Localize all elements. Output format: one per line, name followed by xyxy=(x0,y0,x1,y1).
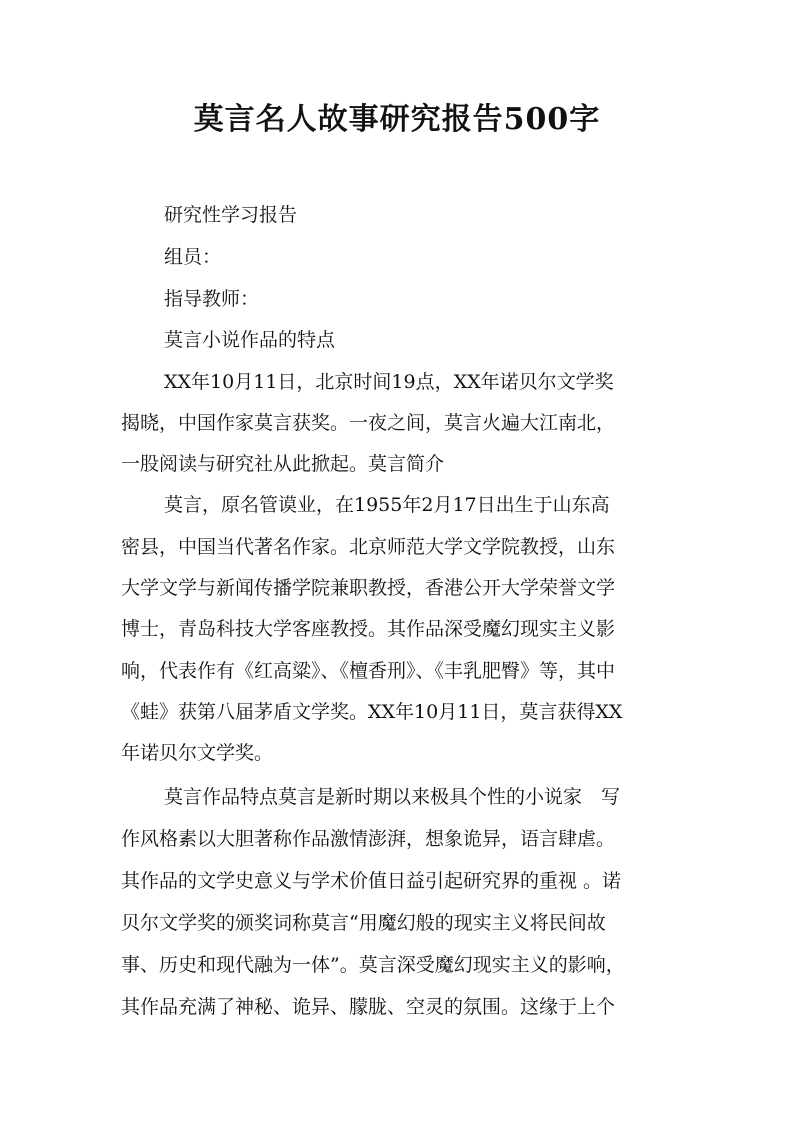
text-line: 博士，青岛科技大学客座教授。其作品深受魔幻现实主义影 xyxy=(121,618,616,640)
text-line: 研究性学习报告 xyxy=(164,204,298,226)
text-line: 《蛙》获第八届茅盾文学奖。XX年10月11日，莫言获得XX xyxy=(121,701,623,723)
text-line: XX年10月11日，北京时间19点，XX年诺贝尔文学奖 xyxy=(164,371,614,393)
document-title: 莫言名人故事研究报告500字 xyxy=(193,102,601,137)
text-line: 贝尔文学奖的颁奖词称莫言“用魔幻般的现实主义将民间故 xyxy=(121,912,606,934)
text-line: 事、历史和现代融为一体”。莫言深受魔幻现实主义的影响， xyxy=(121,954,625,976)
text-line: 揭晓，中国作家莫言获奖。一夜之间，莫言火遍大江南北， xyxy=(121,412,616,434)
text-line: 大学文学与新闻传播学院兼职教授，香港公开大学荣誉文学 xyxy=(121,577,616,599)
text-line: 作风格素以大胆著称作品激情澎湃，想象诡异，语言肆虐。 xyxy=(121,828,616,850)
text-line: 年诺贝尔文学奖。 xyxy=(121,742,274,764)
text-line: 一股阅读与研究社从此掀起。莫言简介 xyxy=(121,453,445,475)
text-line: 响，代表作有《红高粱》、《檀香刑》、《丰乳肥臀》等，其中 xyxy=(121,660,616,682)
text-line: 莫言作品特点莫言是新时期以来极具个性的小说家 写 xyxy=(164,786,621,808)
text-line: 密县，中国当代著名作家。北京师范大学文学院教授，山东 xyxy=(121,536,616,558)
text-line: 莫言小说作品的特点 xyxy=(164,329,336,351)
text-line: 指导教师： xyxy=(164,288,260,310)
text-line: 其作品的文学史意义与学术价值日益引起研究界的重视 。诺 xyxy=(121,870,622,892)
text-line: 其作品充满了神秘、诡异、朦胧、空灵的氛围。这缘于上个 xyxy=(121,996,616,1018)
text-line: 莫言，原名管谟业，在1955年2月17日出生于山东高 xyxy=(164,494,610,516)
text-line: 组员： xyxy=(164,246,222,268)
